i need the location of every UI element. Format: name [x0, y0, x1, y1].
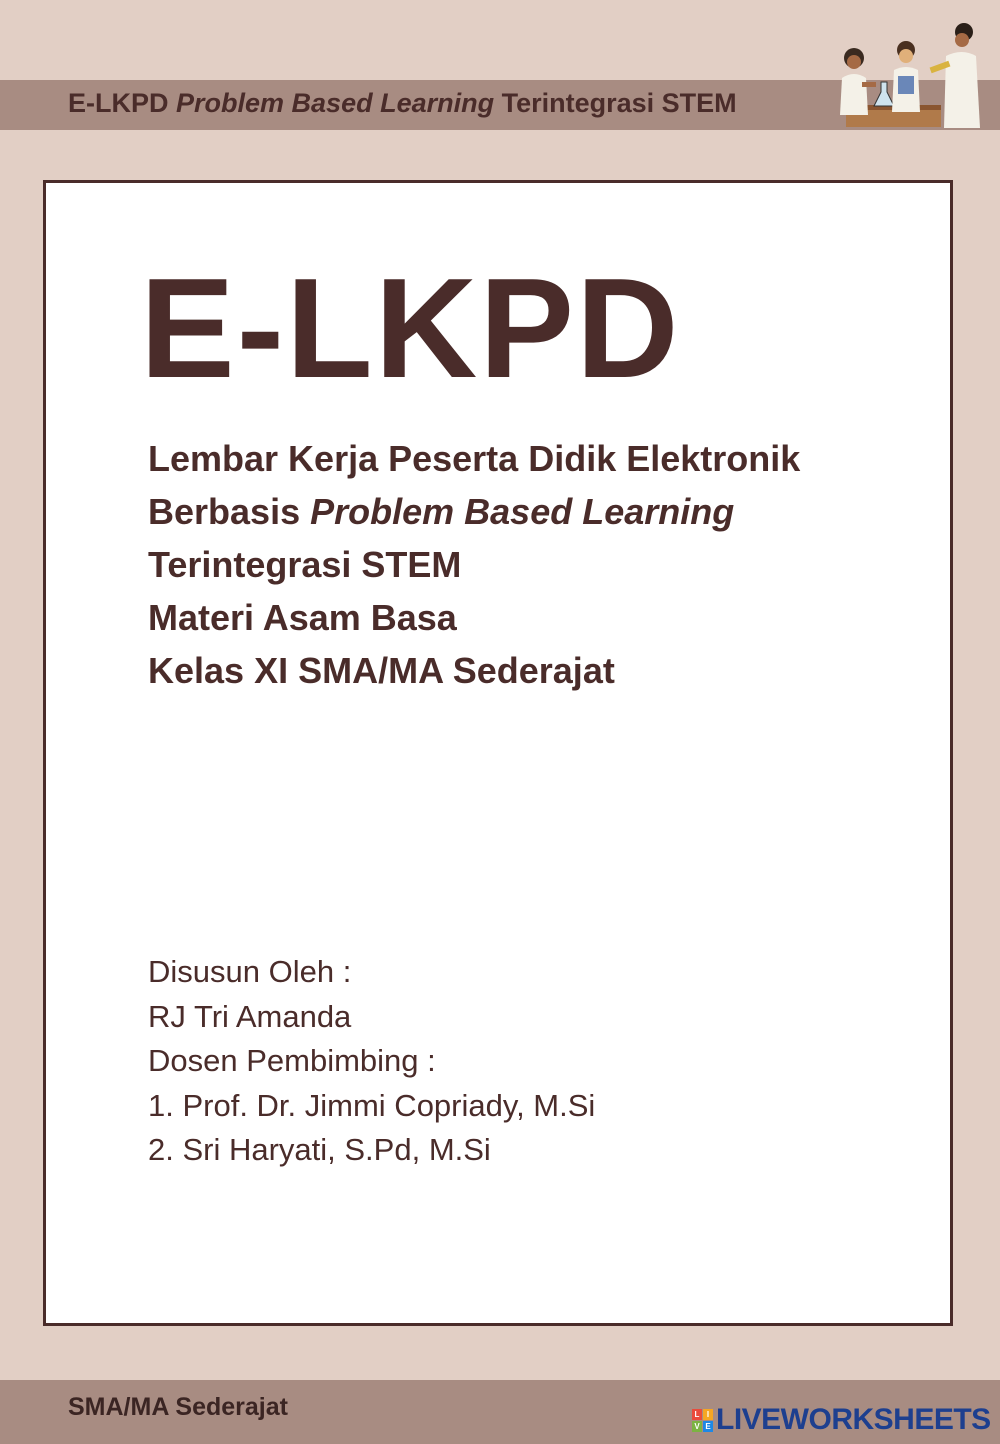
logo-letter: E [703, 1421, 713, 1432]
subtitle-line-2-italic: Problem Based Learning [310, 491, 735, 532]
subtitle-line-1: Lembar Kerja Peserta Didik Elektronik [148, 438, 801, 479]
supervisors-label: Dosen Pembimbing : [148, 1043, 436, 1078]
cover-subtitle [148, 432, 800, 697]
authors-block [148, 950, 595, 1173]
author-name: RJ Tri Amanda [148, 998, 352, 1034]
liveworksheets-logo-text: LIVEWORKSHEETS [716, 1403, 991, 1436]
logo-letter: I [703, 1409, 713, 1420]
logo-letter: L [692, 1409, 702, 1420]
liveworksheets-logo-icon [692, 1409, 713, 1432]
subtitle-line-4: Materi Asam Basa [148, 597, 457, 638]
scientists-illustration [826, 20, 986, 135]
header-suffix: Terintegrasi STEM [501, 88, 737, 118]
supervisor-item: 1. Prof. Dr. Jimmi Copriady, M.Si [148, 1087, 596, 1123]
liveworksheets-logo[interactable] [692, 1403, 991, 1437]
header-prefix: E-LKPD [68, 88, 169, 118]
header-italic: Problem Based Learning [176, 88, 495, 118]
logo-letter: V [692, 1421, 702, 1432]
cover-title: E-LKPD [140, 249, 681, 408]
footer-level: SMA/MA Sederajat [68, 1393, 288, 1421]
header-title [68, 88, 737, 119]
supervisor-item: 2. Sri Haryati, S.Pd, M.Si [148, 1132, 491, 1167]
subtitle-line-3: Terintegrasi STEM [148, 544, 462, 585]
compiled-by-label: Disusun Oleh : [148, 954, 352, 989]
subtitle-line-2 [148, 485, 800, 538]
subtitle-line-2-prefix: Berbasis [148, 491, 301, 532]
subtitle-line-5: Kelas XI SMA/MA Sederajat [148, 650, 615, 691]
